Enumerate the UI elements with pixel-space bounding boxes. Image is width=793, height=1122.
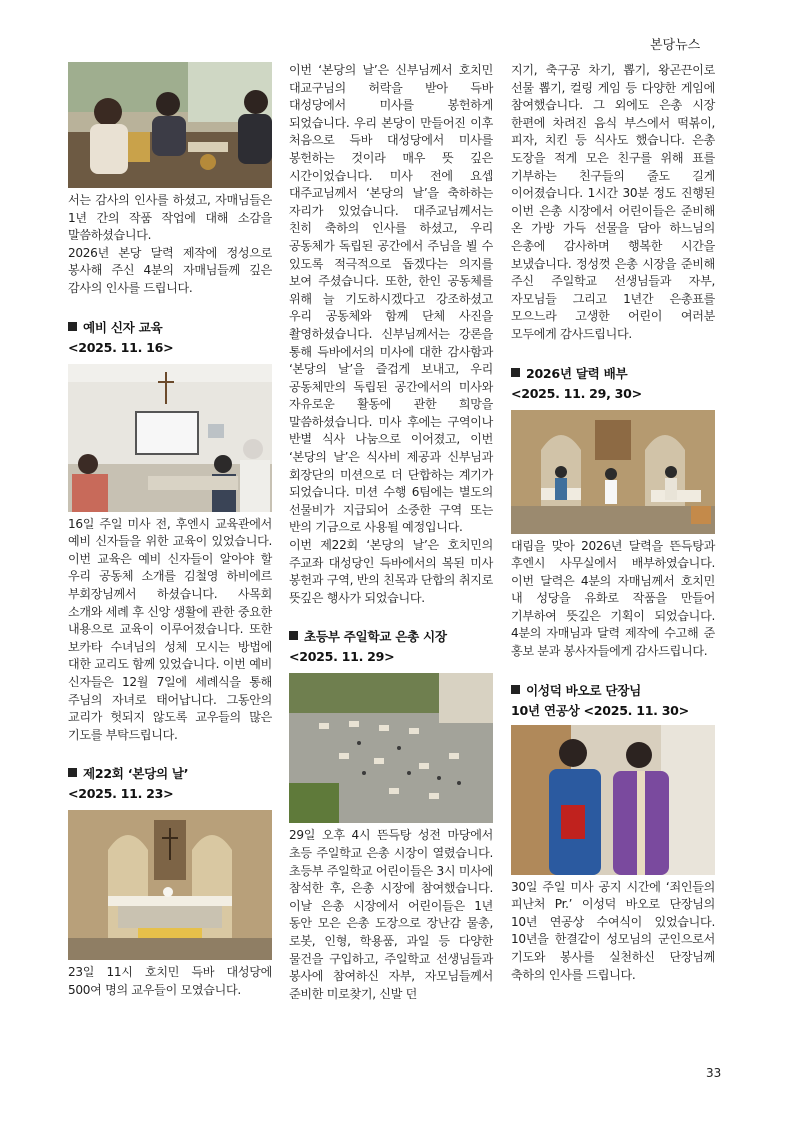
paragraph: 대림을 맞아 2026년 달력을 뜬득탕과 후엔시 사무실에서 배부하였습니다. 이번 달력은 4분의 자매님께서 호치민 내 성당을 유화로 작품을 만들어 기부하여 뜻깊은 기획이 되었습니다. 4분의 자매님과 달력 제작에 수고해 준 홍보 분과 봉사자들에게 감사드립니다. — [511, 538, 715, 659]
square-bullet-icon — [68, 768, 77, 777]
paragraph: 16일 주일 미사 전, 후엔시 교육관에서 예비 신자들을 위한 교육이 있었습니다. 이번 교육은 예비 신자들이 알아야 할 우리 공동체 소개를 김철영 하비에르 부회장님께서 하셨습니다. 사목회 소개와 세례 후 신앙 생활에 관한 중요한 내용으로 교육이 이루어졌습니다. 또한 보카타 수녀님의 성체 모시는 방법에 대한 교리도 함께 있었습니다. 이번 예비 신자들은 12월 7일에 세례식을 통해 주님의 자녀로 태어납니다. 그동안의 교리가 헛되지 않도록 교우들의 많은 기도를 부탁드립니다. — [68, 516, 272, 742]
column-1 — [68, 62, 272, 999]
photo-service-award — [511, 725, 715, 875]
article-heading — [289, 627, 493, 647]
square-bullet-icon — [289, 631, 298, 640]
article-date: <2025. 11. 29> — [289, 649, 395, 665]
column-3 — [511, 62, 715, 984]
article-date: <2025. 11. 16> — [68, 339, 174, 355]
heading-title: 예비 신자 교육 — [83, 319, 163, 335]
section-label: 본당뉴스 — [650, 38, 701, 53]
paragraph: 서는 감사의 인사를 하셨고, 자매님들은 1년 간의 작품 작업에 대해 소감을 말씀하셨습니다. — [68, 193, 272, 243]
paragraph: 29일 오후 4시 뜬득탕 성전 마당에서 초등 주일학교 은총 시장이 열렸습니다. 초등부 주일학교 어린이들은 3시 미사에 참석한 후, 은총 시장에 참여했습니다. 이날 은총 시장에서 어린이들은 1년 동안 모은 은총 도장으로 장난감 물총, 로봇, 인형, 학용품, 과일 등 다양한 물건을 구입하고, 주일학교 선생님들과 봉사에 참여하신 자부, 자모님들께서 준비한 미로찾기, 신발 던 — [289, 828, 493, 1001]
heading-title: 이성덕 바오로 단장님 — [526, 682, 641, 698]
paragraph: 23일 11시 호치민 득바 대성당에 500여 명의 교우들이 모였습니다. — [68, 965, 272, 997]
heading-title: 2026년 달력 배부 — [526, 365, 628, 381]
paragraph: 지기, 축구공 차기, 뽑기, 왕곤끈이로 선물 뽑기, 컬링 게임 등 다양한 게임에 참여했습니다. 그 외에도 은총 시장 한편에 차려진 음식 부스에서 떡볶이, 피자, 치킨 등 식사도 했습니다. 은총 도장을 적게 모은 친구를 위해 표를 기부하는 친구들의 줄도 길게 이어졌습니다. 1시간 30분 정도 진행된 이번 은총 시장에서 어린이들은 준비해 온 가방 가득 선물을 담아 하느님의 은총에 감사하며 행복한 시간을 보냈습니다. 정성껏 은총 시장을 준비해 주신 주일학교 선생님들과 자부, 자모님들 그리고 1년간 은총표를 모으느라 고생한 어린이 여러분 모두에게 감사드립니다. — [511, 63, 715, 341]
square-bullet-icon — [68, 322, 77, 331]
photo-calendar-thanks-dinner — [68, 62, 272, 188]
article-date: 10년 연공상 <2025. 11. 30> — [511, 702, 689, 718]
article-heading — [511, 364, 715, 384]
heading-title: 제22회 ‘본당의 날’ — [83, 766, 189, 782]
paragraph: 30일 주일 미사 공지 시간에 ‘죄인들의 피난처 Pr.’ 이성덕 바오로 단장님의 10년 연공상 수여식이 있었습니다. 10년을 한결같이 성모님의 군인으로서 기도와 봉사를 실천하신 단장님께 축하의 인사를 드립니다. — [511, 879, 715, 982]
paragraph: 이번 제22회 ‘본당의 날’은 호치민의 주교좌 대성당인 득바에서의 복된 미사 봉헌과 구역, 반의 친목과 단합의 취지로 뜻깊은 행사가 되었습니다. — [289, 538, 493, 605]
article-date: <2025. 11. 23> — [68, 786, 174, 802]
paragraph: 이번 ‘본당의 날’은 신부님께서 호치민 대교구님의 허락을 받아 득바 대성당에서 미사를 봉헌하게 되었습니다. 우리 본당이 만들어진 이후 처음으로 득바 대성당에서 미사를 봉헌하는 것이라 매우 뜻 깊은 시간이었습니다. 미사 전에 요셉 대주교님께서 ‘본당의 날’을 축하하는 자리가 있었습니다. 대주교님께서는 친히 축하의 인사를 하셨고, 우리 공동체가 독립된 공간에서 주님을 뵐 수 있도록 적극적으로 돕겠다는 의지를 보여 주셨습니다. 또한, 한인 공동체를 위해 늘 기도하시겠다고 강조하셨고 우리 공동체와 함께 단체 사진을 촬영하셨습니다. 신부님께서는 강론을 통해 득바에서의 미사에 대한 감사함과 ‘본당의 날’을 즐겁게 보내고, 우리 공동체만의 독립된 공간에서의 미사와 자유로운 활동에 관한 희망을 말씀하셨습니다. 미사 후에는 구역이나 반별 식사 나눔으로 이어졌고, 이번 ‘본당의 날’은 식사비 제공과 신부님과 회장단의 미션으로 더 단합하는 계기가 되었습니다. 미션 수행 6팀에는 별도의 선물비가 지급되어 소중한 구역 또는 반의 기금으로 사용될 예정입니다. — [289, 63, 493, 535]
square-bullet-icon — [511, 685, 520, 694]
column-2 — [289, 62, 493, 1003]
photo-cathedral-mass — [68, 810, 272, 960]
photo-grace-market-aerial — [289, 673, 493, 823]
article-heading — [68, 764, 272, 784]
article-date: <2025. 11. 29, 30> — [511, 385, 642, 401]
heading-title: 초등부 주일학교 은총 시장 — [304, 629, 447, 645]
paragraph: 2026년 본당 달력 제작에 정성으로 봉사해 주신 4분의 자매님들께 깊은 감사의 인사를 드립니다. — [68, 245, 272, 295]
article-heading — [68, 318, 272, 338]
page-number: 33 — [706, 1066, 722, 1080]
square-bullet-icon — [511, 368, 520, 377]
article-heading — [511, 681, 715, 701]
photo-calendar-distribution — [511, 410, 715, 534]
photo-catechumen-class — [68, 364, 272, 512]
